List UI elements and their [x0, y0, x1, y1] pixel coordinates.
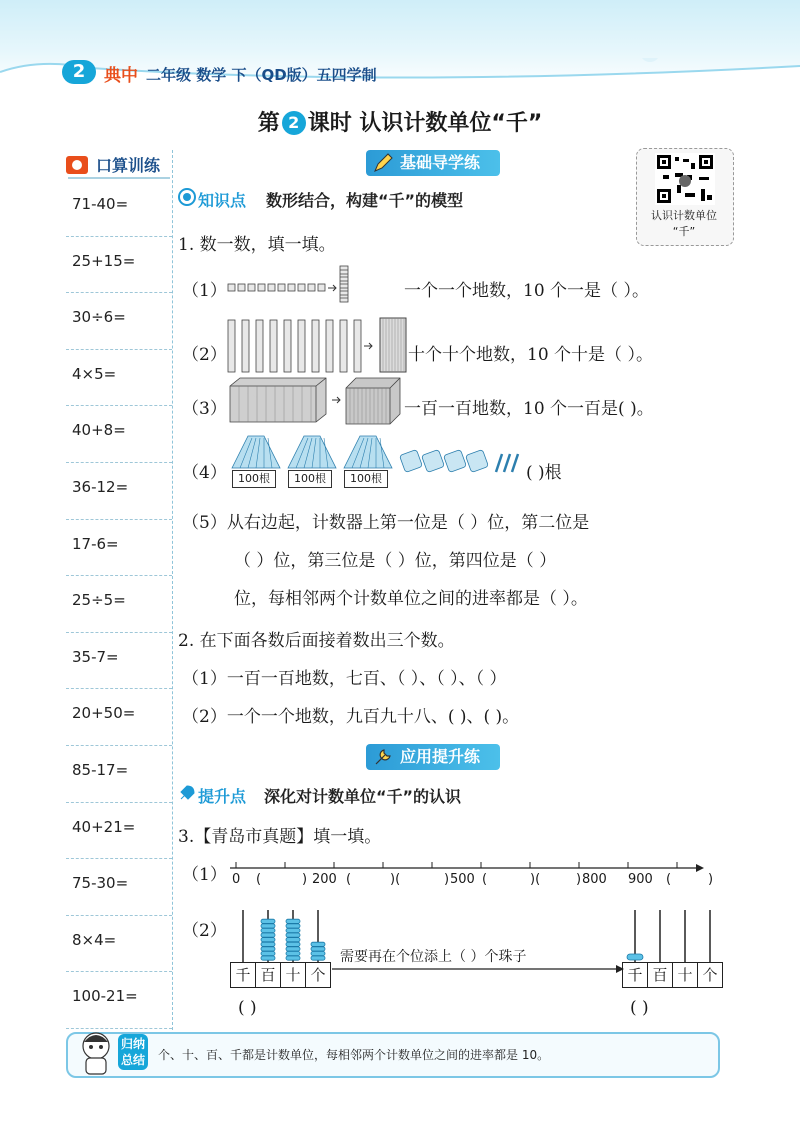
abacus-bead	[261, 947, 275, 951]
hundred-flats-illustration	[226, 376, 402, 426]
upgrade-point-label: 提升点	[198, 787, 247, 806]
section-banner-basic: 基础导学练	[366, 150, 500, 176]
q1-5-line2: （ ）位，第三位是（ ）位，第四位是（ ）	[234, 551, 557, 571]
place-label: 千	[230, 962, 256, 988]
abacus-bead	[261, 924, 275, 928]
nl-label: )(	[530, 872, 541, 887]
q3-2-number: （2）	[182, 921, 227, 941]
rocket-icon	[178, 784, 196, 802]
oral-list	[66, 180, 172, 1029]
abacus-bead	[286, 924, 300, 928]
abacus-bead	[311, 942, 325, 946]
nl-label: (	[346, 872, 352, 887]
mascot-icon	[76, 1030, 116, 1076]
q1-3-text: 一百一百地数，10 个一百是( )。	[404, 399, 654, 419]
nl-label: )(	[390, 872, 401, 887]
ten-rods-illustration	[226, 316, 408, 376]
abacus-bead	[286, 933, 300, 937]
oral-item: 71-40=	[66, 180, 172, 237]
lesson-prefix: 第	[257, 111, 280, 136]
q1-5-line1: （5）从右边起，计数器上第一位是（ ）位，第二位是	[182, 513, 590, 533]
lesson-number: 2	[282, 111, 306, 135]
place-label: 百	[256, 962, 281, 988]
oral-item: 35-7=	[66, 633, 172, 690]
abacus-bead	[311, 956, 325, 960]
abacus-bead	[261, 928, 275, 932]
q2-2-text: （2）一个一个地数，九百九十八、( )、( )。	[182, 707, 520, 727]
place-label: 十	[281, 962, 306, 988]
oral-item: 8×4=	[66, 916, 172, 973]
question-3-title: 3.【青岛市真题】填一填。	[178, 827, 382, 847]
right-arrow-icon	[332, 962, 628, 976]
wrench-icon	[372, 746, 394, 768]
place-label: 个	[306, 962, 331, 988]
q1-1-number: （1）	[182, 281, 227, 301]
nl-label: 0	[232, 872, 241, 887]
oral-item: 25÷5=	[66, 576, 172, 633]
abacus-bead	[261, 942, 275, 946]
q1-4-text: ( )根	[526, 463, 562, 483]
summary-label: 归纳总结	[118, 1034, 148, 1070]
q1-2-text: 十个十个地数，10 个十是（ ）。	[408, 345, 653, 365]
q1-5-line3: 位，每相邻两个计数单位之间的进率都是（ ）。	[234, 589, 588, 609]
oral-item: 25+15=	[66, 237, 172, 294]
place-label: 千	[622, 962, 648, 988]
nl-label: 500	[450, 872, 475, 887]
oral-item: 40+21=	[66, 803, 172, 860]
column-divider	[172, 150, 173, 1030]
knowledge-point-label: 知识点	[198, 191, 247, 210]
abacus-right-labels	[622, 962, 723, 988]
abacus-bead	[286, 956, 300, 960]
oral-item: 30÷6=	[66, 293, 172, 350]
nl-label: )	[444, 872, 450, 887]
lesson-title	[0, 106, 800, 137]
qr-caption-line: “千”	[672, 225, 696, 238]
q1-1-text: 一个一个地数，10 个一是（ ）。	[404, 281, 649, 301]
place-label: 个	[698, 962, 723, 988]
q3-1-number: （1）	[182, 865, 227, 885]
abacus-bead	[286, 928, 300, 932]
abacus-bead	[311, 947, 325, 951]
abacus-bead	[311, 951, 325, 955]
nl-label: )	[576, 872, 582, 887]
nl-label: (	[666, 872, 672, 887]
oral-item: 36-12=	[66, 463, 172, 520]
brand-logo: 典中	[104, 66, 138, 86]
abacus-bead	[627, 954, 643, 960]
abacus-bead	[261, 919, 275, 923]
number-line-labels	[230, 872, 720, 892]
q1-2-number: （2）	[182, 345, 227, 365]
upgrade-point-text: 深化对计数单位“千”的认识	[264, 787, 462, 806]
arrow-text: 需要再在个位添上（ ）个珠子	[340, 949, 527, 965]
oral-training-label: 口算训练	[96, 156, 161, 175]
bundle-label: 100根	[344, 470, 388, 488]
qr-caption	[636, 208, 732, 240]
answer-paren-left: ( )	[238, 998, 257, 1018]
abacus-left	[230, 910, 334, 962]
pencil-icon	[372, 152, 394, 174]
bundle-label: 100根	[288, 470, 332, 488]
target-icon	[178, 188, 196, 206]
abacus-bead	[261, 951, 275, 955]
abacus-bead	[286, 951, 300, 955]
nl-label: 800	[582, 872, 607, 887]
q1-4-number: （4）	[182, 463, 227, 483]
q2-1-text: （1）一百一百地数，七百、（ ）、（ ）、（ ）	[182, 669, 507, 689]
oral-item: 40+8=	[66, 406, 172, 463]
abacus-bead	[286, 919, 300, 923]
nl-label: (	[482, 872, 488, 887]
oral-item: 85-17=	[66, 746, 172, 803]
q1-3-number: （3）	[182, 399, 227, 419]
abacus-bead	[261, 938, 275, 942]
nl-label: (	[256, 872, 262, 887]
oral-item: 75-30=	[66, 859, 172, 916]
qr-caption-line: 认识计数单位	[651, 209, 717, 222]
abacus-right	[622, 910, 726, 962]
nl-label: )	[708, 872, 714, 887]
oral-item: 4×5=	[66, 350, 172, 407]
knowledge-point-text: 数形结合，构建“千”的模型	[266, 191, 464, 210]
book-info: 二年级 数学 下（QD版）五四学制	[146, 66, 377, 84]
abacus-bead	[286, 947, 300, 951]
oral-item: 100-21=	[66, 972, 172, 1029]
abacus-left-labels	[230, 962, 331, 988]
oral-item: 17-6=	[66, 520, 172, 577]
unit-cubes-illustration	[226, 264, 356, 304]
abacus-bead	[261, 956, 275, 960]
question-1-title: 1. 数一数，填一填。	[178, 235, 336, 255]
bundle-label: 100根	[232, 470, 276, 488]
page-number: 2	[62, 60, 96, 84]
abacus-bead	[286, 942, 300, 946]
lesson-suffix: 课时 认识计数单位“千”	[307, 111, 543, 136]
abacus-bead	[286, 938, 300, 942]
place-label: 十	[673, 962, 698, 988]
summary-text: 个、十、百、千都是计数单位，每相邻两个计数单位之间的进率都是 10。	[158, 1048, 550, 1062]
nl-label: 200	[312, 872, 337, 887]
nl-label: 900	[628, 872, 653, 887]
section-banner-advanced: 应用提升练	[366, 744, 500, 770]
nl-label: )	[302, 872, 308, 887]
answer-paren-right: ( )	[630, 998, 649, 1018]
abacus-bead	[261, 933, 275, 937]
question-2-title: 2. 在下面各数后面接着数出三个数。	[178, 631, 455, 651]
place-label: 百	[648, 962, 673, 988]
oral-item: 20+50=	[66, 689, 172, 746]
qr-code-icon	[655, 153, 715, 205]
